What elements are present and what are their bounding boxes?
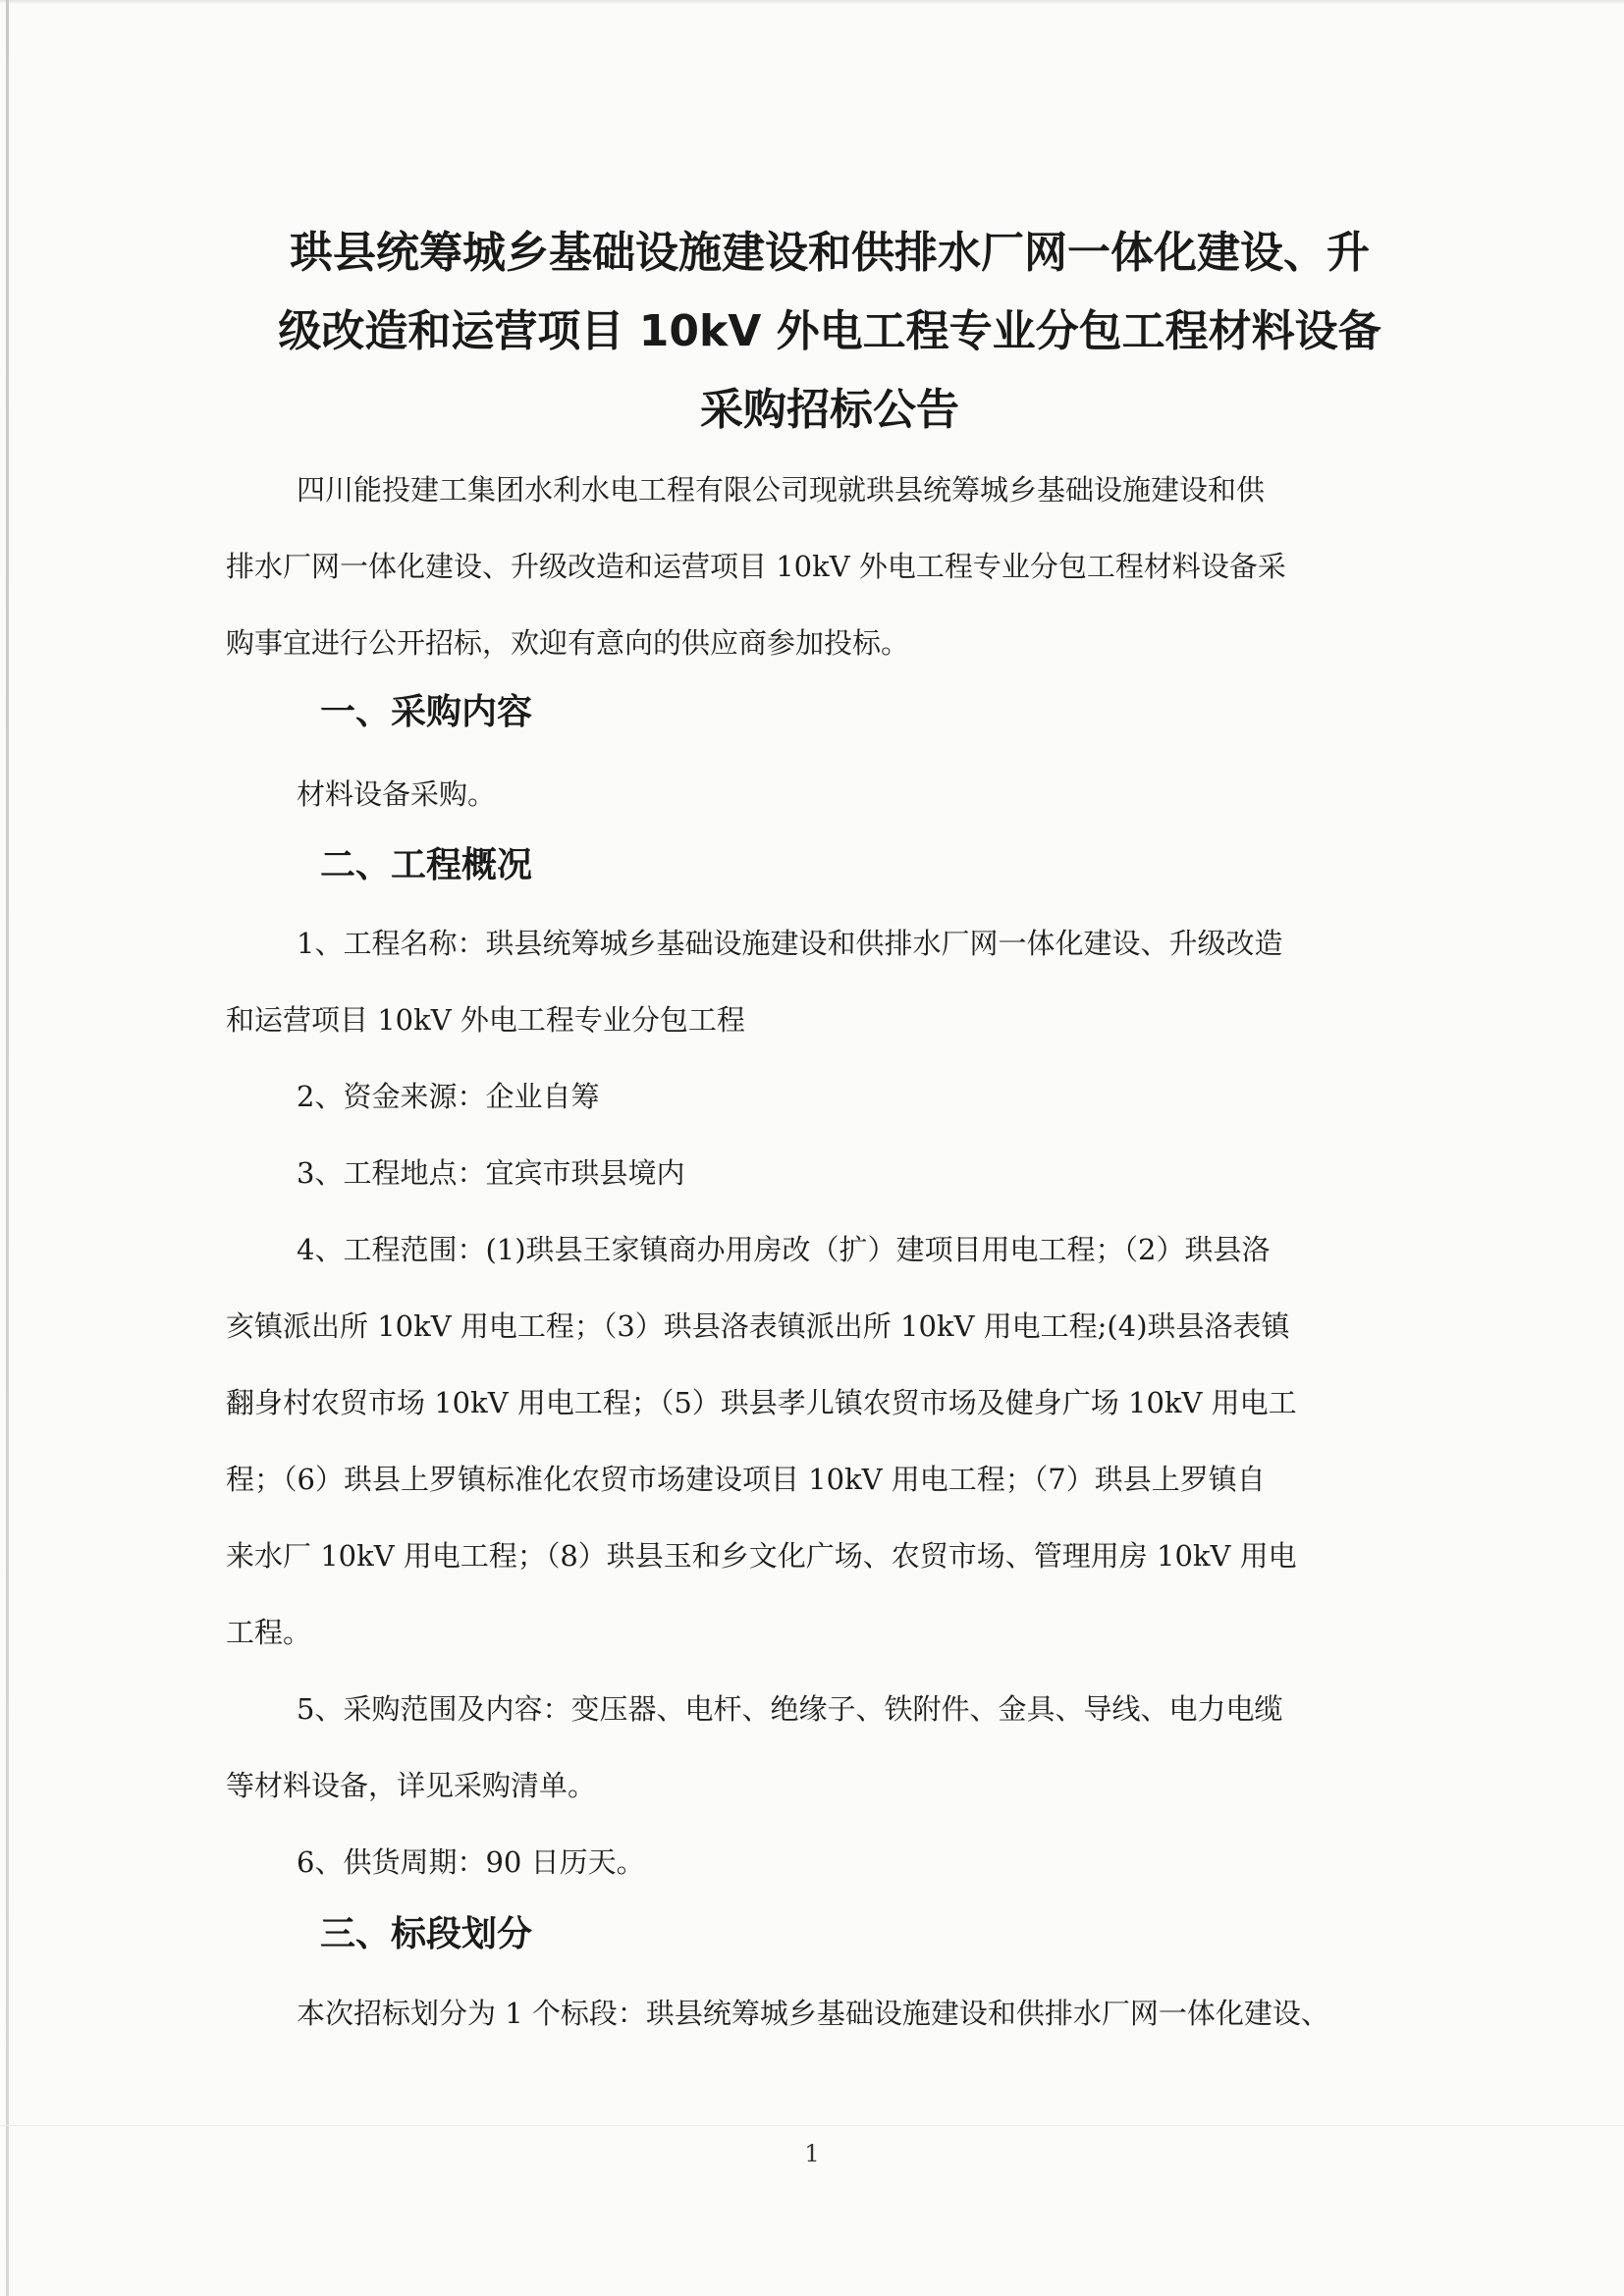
section-heading-overview: 二、工程概况 <box>320 845 533 885</box>
intro-line-3: 购事宜进行公开招标，欢迎有意向的供应商参加投标。 <box>226 626 910 660</box>
title-line-1: 珙县统筹城乡基础设施建设和供排水厂网一体化建设、升 <box>290 228 1370 278</box>
intro-line-2: 排水厂网一体化建设、升级改造和运营项目 10kV 外电工程专业分包工程材料设备采 <box>226 550 1286 583</box>
scope-line-4: 程；（6）珙县上罗镇标准化农贸市场建设项目 10kV 用电工程；（7）珙县上罗镇自 <box>226 1463 1266 1496</box>
page-number: 1 <box>804 2140 820 2167</box>
title-line-3: 采购招标公告 <box>700 385 959 435</box>
purchase-scope-line-1: 5、采购范围及内容：变压器、电杆、绝缘子、铁附件、金具、导线、电力电缆 <box>297 1692 1283 1726</box>
project-name-paragraph <box>226 905 1434 1058</box>
supply-period-line: 6、供货周期：90 日历天。 <box>297 1845 645 1879</box>
scan-top-edge <box>0 0 1624 4</box>
procurement-line: 材料设备采购。 <box>297 777 497 811</box>
scope-line-2: 亥镇派出所 10kV 用电工程；（3）珙县洛表镇派出所 10kV 用电工程;(4)珙县洛表镇 <box>226 1309 1290 1343</box>
procurement-paragraph <box>226 756 1434 832</box>
lots-line: 本次招标划分为 1 个标段：珙县统筹城乡基础设施建设和供排水厂网一体化建设、 <box>297 1997 1329 2030</box>
location-line: 3、工程地点：宜宾市珙县境内 <box>297 1156 685 1190</box>
supply-period-paragraph <box>226 1824 1434 1900</box>
section-heading-procurement: 一、采购内容 <box>320 692 533 732</box>
scope-paragraph <box>226 1211 1434 1671</box>
footer-divider <box>0 2125 1624 2126</box>
intro-paragraph <box>226 452 1434 681</box>
title-line-2: 级改造和运营项目 10kV 外电工程专业分包工程材料设备 <box>278 306 1381 356</box>
funding-line: 2、资金来源：企业自筹 <box>297 1080 600 1113</box>
location-paragraph <box>226 1135 1434 1211</box>
project-name-line-1: 1、工程名称：珙县统筹城乡基础设施建设和供排水厂网一体化建设、升级改造 <box>297 927 1283 960</box>
purchase-scope-line-2: 等材料设备，详见采购清单。 <box>226 1769 597 1802</box>
project-name-line-2: 和运营项目 10kV 外电工程专业分包工程 <box>226 1003 745 1037</box>
document-title <box>226 214 1434 450</box>
section-heading-lots: 三、标段划分 <box>320 1914 533 1954</box>
scope-line-3: 翻身村农贸市场 10kV 用电工程；（5）珙县孝儿镇农贸市场及健身广场 10kV 用电工 <box>226 1386 1297 1419</box>
scope-line-6: 工程。 <box>226 1616 312 1649</box>
purchase-scope-paragraph <box>226 1671 1434 1824</box>
intro-line-1: 四川能投建工集团水利水电工程有限公司现就珙县统筹城乡基础设施建设和供 <box>297 473 1266 507</box>
scope-line-1: 4、工程范围：(1)珙县王家镇商办用房改（扩）建项目用电工程；（2）珙县洛 <box>297 1233 1271 1266</box>
funding-paragraph <box>226 1058 1434 1135</box>
lots-paragraph <box>226 1975 1434 2052</box>
scan-left-edge <box>6 0 9 2296</box>
scope-line-5: 来水厂 10kV 用电工程；（8）珙县玉和乡文化广场、农贸市场、管理用房 10kV 用电 <box>226 1539 1297 1573</box>
